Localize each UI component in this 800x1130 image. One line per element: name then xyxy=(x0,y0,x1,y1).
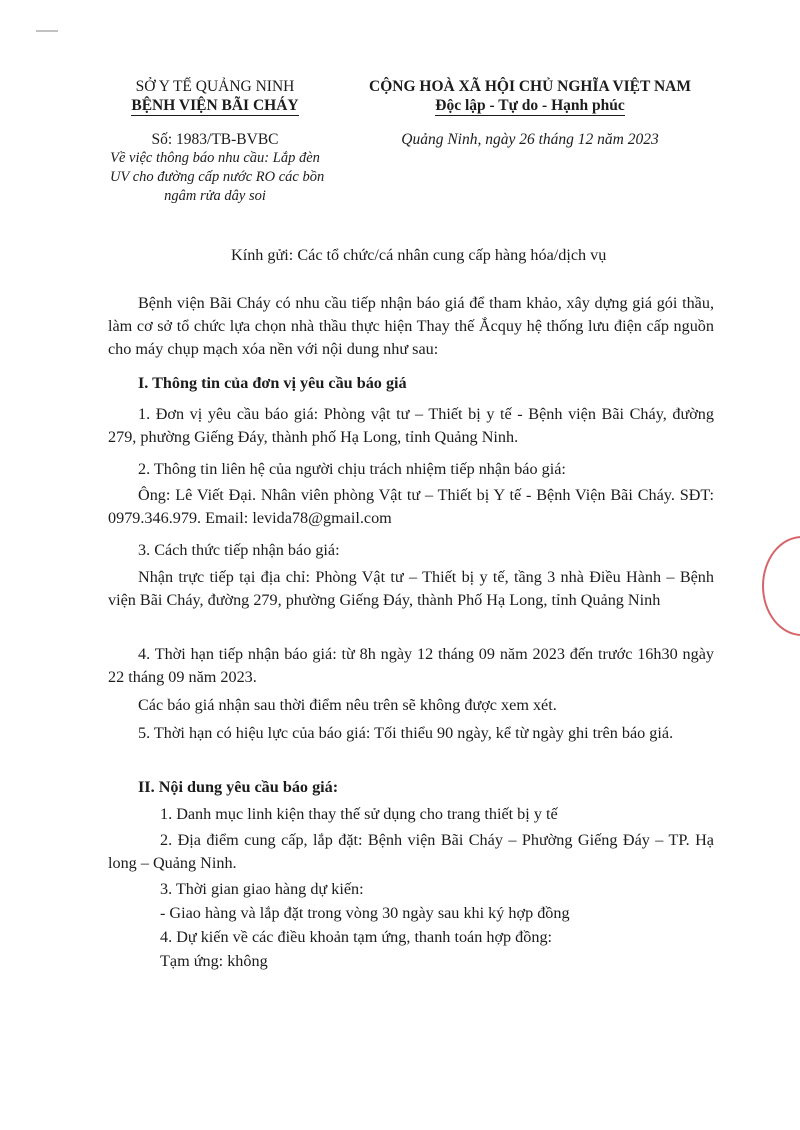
nation-name: CỘNG HOÀ XÃ HỘI CHỦ NGHĨA VIỆT NAM xyxy=(369,78,691,95)
section1-note: Các báo giá nhận sau thời điểm nêu trên sẽ không được xem xét. xyxy=(138,696,557,714)
header-right xyxy=(352,78,708,149)
section1-item3: 3. Cách thức tiếp nhận báo giá: xyxy=(138,541,340,559)
section2-item1: 1. Danh mục linh kiện thay thế sử dụng cho trang thiết bị y tế xyxy=(160,805,558,823)
section2-title: II. Nội dung yêu cầu báo giá: xyxy=(138,778,339,796)
recipient-line: Kính gửi: Các tổ chức/cá nhân cung cấp hàng hóa/dịch vụ xyxy=(231,246,607,264)
intro-paragraph: Bệnh viện Bãi Cháy có nhu cầu tiếp nhận báo giá để tham khảo, xây dựng giá gói thầu, làm cơ sở tổ chức lựa chọn nhà thầu thực hiện Thay thế Ắcquy hệ thống lưu điện cấp nguồn cho máy chụp mạch xóa nền với nội dung như sau: xyxy=(108,294,714,358)
section1-item2: 2. Thông tin liên hệ của người chịu trách nhiệm tiếp nhận báo giá: xyxy=(138,460,566,478)
section2-item2: 2. Địa điểm cung cấp, lắp đặt: Bệnh viện Bãi Cháy – Phường Giếng Đáy – TP. Hạ long – Quảng Ninh. xyxy=(108,831,714,872)
place-date: Quảng Ninh, ngày 26 tháng 12 năm 2023 xyxy=(401,131,659,148)
national-motto: Độc lập - Tự do - Hạnh phúc xyxy=(435,97,625,114)
section2-item3-detail: - Giao hàng và lắp đặt trong vòng 30 ngày sau khi ký hợp đồng xyxy=(160,904,570,922)
document-number: Số: 1983/TB-BVBC xyxy=(151,131,279,148)
contact-paragraph: Ông: Lê Viết Đại. Nhân viên phòng Vật tư – Thiết bị Y tế - Bệnh Viện Bãi Cháy. SĐT: 0979.346.979. Email: levida78@gmail.com xyxy=(108,486,714,527)
section1-title: I. Thông tin của đơn vị yêu cầu báo giá xyxy=(138,374,407,392)
red-stamp xyxy=(762,536,800,636)
subject-line: Về việc thông báo nhu cầu: Lắp đèn xyxy=(110,150,320,166)
address-paragraph: Nhận trực tiếp tại địa chỉ: Phòng Vật tư – Thiết bị y tế, tầng 3 nhà Điều Hành – Bệnh viện Bãi Cháy, đường 279, phường Giếng Đáy, thành Phố Hạ Long, tỉnh Quảng Ninh xyxy=(108,568,714,609)
section1-item1: 1. Đơn vị yêu cầu báo giá: Phòng vật tư – Thiết bị y tế - Bệnh viện Bãi Cháy, đường 279, phường Giếng Đáy, thành phố Hạ Long, tỉnh Quảng Ninh. xyxy=(108,405,714,446)
section2-item3: 3. Thời gian giao hàng dự kiến: xyxy=(160,880,364,898)
hospital-name: BỆNH VIỆN BÃI CHÁY xyxy=(131,97,299,114)
header-left xyxy=(110,78,325,206)
advance-payment: Tạm ứng: không xyxy=(160,952,268,970)
section1-item5: 5. Thời hạn có hiệu lực của báo giá: Tối thiểu 90 ngày, kể từ ngày ghi trên báo giá. xyxy=(138,724,674,742)
dept-name: SỞ Y TẾ QUẢNG NINH xyxy=(135,78,295,95)
section2-item4: 4. Dự kiến về các điều khoản tạm ứng, thanh toán hợp đồng: xyxy=(160,928,553,946)
document-subject xyxy=(110,149,325,206)
section1-item4: 4. Thời hạn tiếp nhận báo giá: từ 8h ngày 12 tháng 09 năm 2023 đến trước 16h30 ngày 22 tháng 09 năm 2023. xyxy=(108,645,714,686)
subject-line: UV cho đường cấp nước RO các bồn xyxy=(110,169,325,185)
subject-line: ngâm rửa dây soi xyxy=(164,188,266,204)
scan-mark xyxy=(36,30,58,32)
